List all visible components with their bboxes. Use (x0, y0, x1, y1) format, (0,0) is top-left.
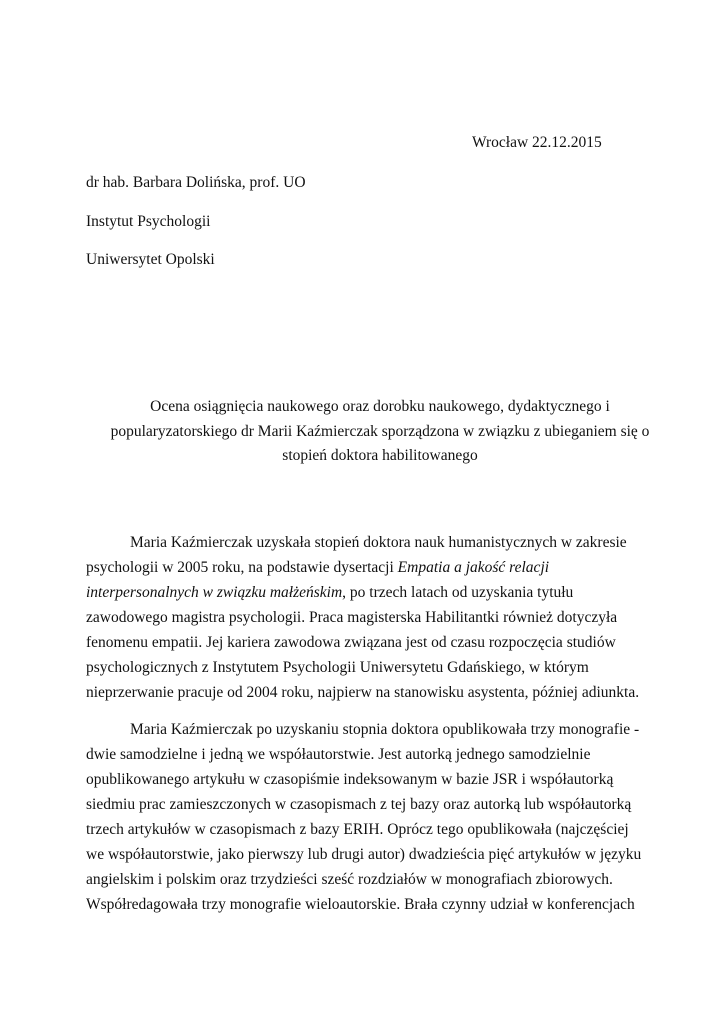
paragraph-line (86, 584, 573, 602)
paragraph-line (86, 559, 549, 577)
paragraph-line: siedmiu prac zamieszczonych w czasopismach z tej bazy oraz autorką lub współautorką (86, 796, 632, 813)
title-line: popularyzatorskiego dr Marii Kaźmierczak sporządzona w związku z ubieganiem się o (110, 422, 650, 440)
paragraph-line: Współredagowała trzy monografie wieloautorskie. Brała czynny udział w konferencjach (86, 896, 635, 913)
dissertation-title-part2: interpersonalnych w związku małżeńskim (86, 584, 343, 601)
paragraph-line: trzech artykułów w czasopismach z bazy ERIH. Oprócz tego opublikowała (najczęściej (86, 821, 629, 838)
paragraph-line: nieprzerwanie pracuje od 2004 roku, najpierw na stanowisku asystenta, później adiunkta. (86, 684, 640, 701)
recipient-institute: Instytut Psychologii (86, 213, 211, 230)
recipient-name: dr hab. Barbara Dolińska, prof. UO (86, 174, 306, 191)
text-run: , po trzech latach od uzyskania tytułu (342, 584, 574, 601)
title-line: Ocena osiągnięcia naukowego oraz dorobku naukowego, dydaktycznego i (150, 398, 610, 415)
paragraph-line: Maria Kaźmierczak uzyskała stopień doktora nauk humanistycznych w zakresie (130, 534, 627, 551)
paragraph-line: zawodowego magistra psychologii. Praca magisterska Habilitantki również dotyczyła (86, 609, 618, 626)
letter-date: Wrocław 22.12.2015 (472, 134, 602, 151)
text-run: psychologii w 2005 roku, na podstawie dysertacji (86, 559, 398, 576)
recipient-university: Uniwersytet Opolski (86, 251, 215, 268)
paragraph-line: Maria Kaźmierczak po uzyskaniu stopnia doktora opublikowała trzy monografie - (130, 721, 640, 738)
paragraph-line: we współautorstwie, jako pierwszy lub drugi autor) dwadzieścia pięć artykułów w języku (86, 846, 642, 863)
paragraph-line: opublikowanego artykułu w czasopiśmie indeksowanym w bazie JSR i współautorką (86, 771, 614, 788)
dissertation-title-part1: Empatia a jakość relacji (397, 559, 550, 576)
document-title (100, 395, 660, 469)
paragraph-line: fenomenu empatii. Jej kariera zawodowa związana jest od czasu rozpoczęcia studiów (86, 634, 616, 651)
paragraph-line: angielskim i polskim oraz trzydzieści sześć rozdziałów w monografiach zbiorowych. (86, 871, 613, 888)
title-line: stopień doktora habilitowanego (282, 447, 478, 464)
paragraph-line: psychologicznych z Instytutem Psychologii Uniwersytetu Gdańskiego, w którym (86, 659, 589, 676)
paragraph-line: dwie samodzielne i jedną we współautorstwie. Jest autorką jednego samodzielnie (86, 746, 591, 763)
